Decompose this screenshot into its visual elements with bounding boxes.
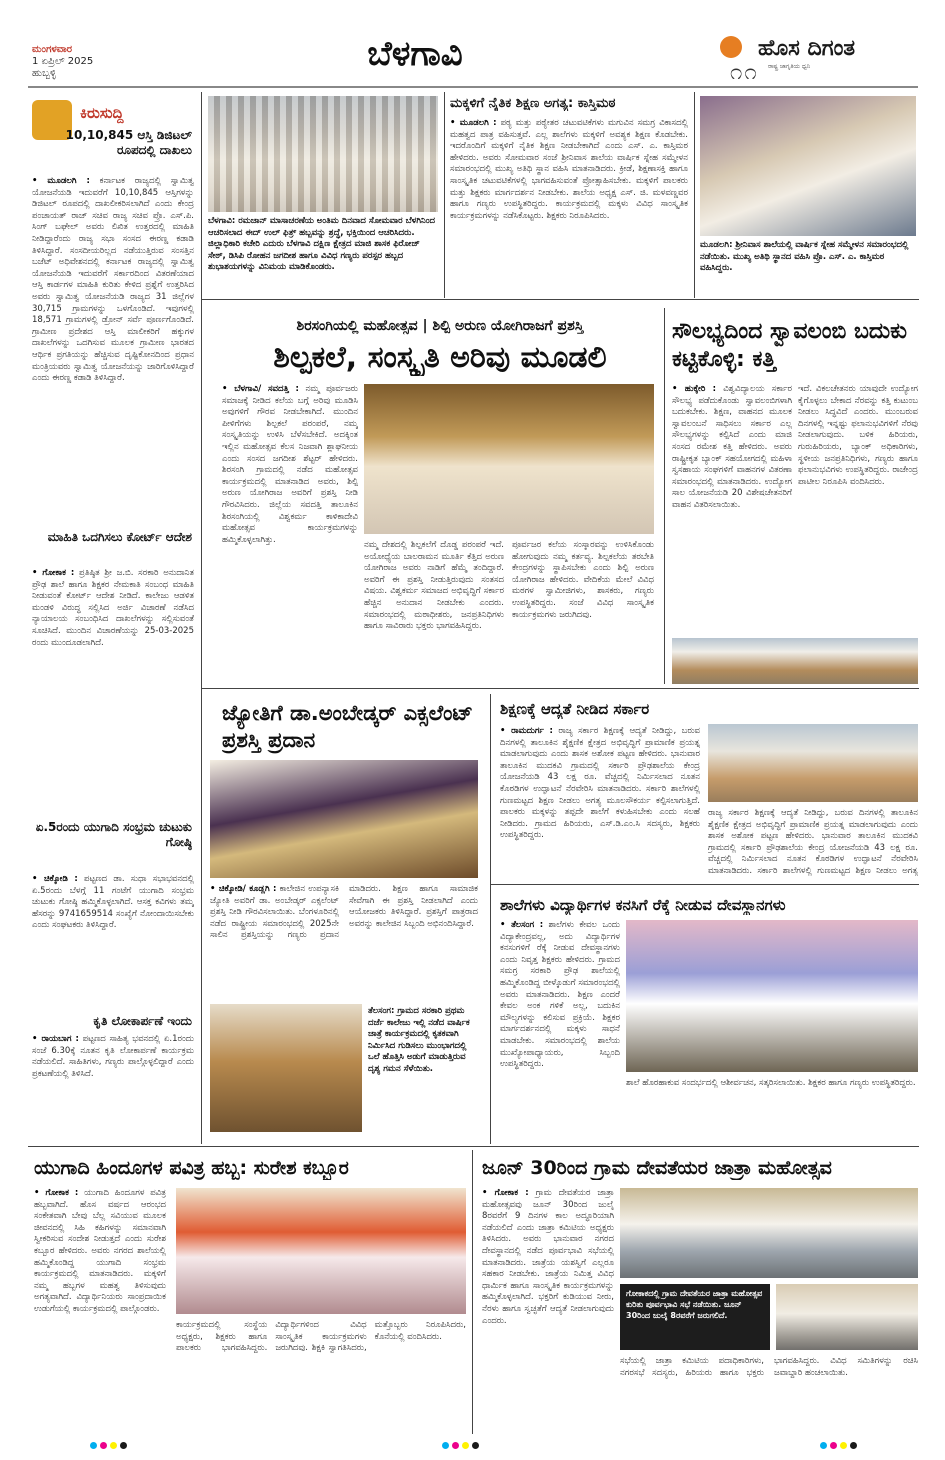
eid-photo-caption: ಬೆಳಗಾವಿ: ರಮಜಾನ್ ಮಾಸಾಚರಣೆಯ ಅಂತಿಮ ದಿನವಾದ ಸೋಮವಾರ ಬೆಳಗಿನಿಂದ ಆಚರಿಸಲಾದ ಈದ್ ಉಲ್ ಫಿತ್ರ್ ಹಬ್ಬವನ್ನು ಶ್ರದ್ಧೆ, ಭಕ್ತಿಯಿಂದ ಆಚರಿಸಿದರು. ಜಿಲ್ಲಾಧಿಕಾರಿ ಕಚೇರಿ ಎದುರು ಬೆಳಗಾವಿ ದಕ್ಷಿಣ ಕ್ಷೇತ್ರದ ಮಾಜಿ ಶಾಸಕ ಫಿರೋಜ್ ಸೇಠ್, ಡಿಸಿಪಿ ರೋಹನ ಜಗದೀಶ ಹಾಗೂ ವಿವಿಧ ಗಣ್ಯರು ಪರಸ್ಪರ ಹಬ್ಬದ ಶುಭಾಶಯಗಳನ್ನು ವಿನಿಮಯ ಮಾಡಿಕೊಂಡರು. [208,216,435,272]
column-rule [490,694,491,1144]
yellow-mark [840,1442,847,1449]
column-rule [444,92,445,298]
column-rule [201,92,202,1144]
brief-body-4: • ರಾಯಬಾಗ : ಪಟ್ಟಣದ ಸಾಹಿತ್ಯ ಭವನದಲ್ಲಿ ಏ.1ರಂದು ಸಂಜೆ 6.30ಕ್ಕೆ ನೂತನ ಕೃತಿ ಲೋಕಾರ್ಪಣೆ ಕಾರ್ಯಕ್ರಮ ನಡೆಯಲಿದೆ. ಸಾಹಿತಿಗಳು, ಗಣ್ಯರು ಪಾಲ್ಗೊಳ್ಳಲಿದ್ದಾರೆ ಎಂದು ಪ್ರಕಟಣೆಯಲ್ಲಿ ತಿಳಿಸಿದೆ. [32,1034,194,1079]
brief-headline-4: ಕೃತಿ ಲೋಕಾರ್ಪಣೆ ಇಂದು [93,1014,192,1028]
education-building-photo [708,724,918,802]
edition-date-text: 1 ಏಪ್ರಿಲ್ 2025 [32,56,94,67]
column-rule [472,1150,473,1434]
magenta-mark [830,1442,837,1449]
magenta-mark [100,1442,107,1449]
print-marks-left [90,1442,127,1449]
jatra-body-col1: • ಗೋಕಾಕ : ಗ್ರಾಮ ದೇವತೆಯರ ಜಾತ್ರಾ ಮಹೋತ್ಸವವು ಜೂನ್ 30ರಿಂದ ಜುಲೈ 8ರವರೆಗೆ 9 ದಿನಗಳ ಕಾಲ ಅದ್ಧೂರಿಯಾಗಿ ನಡೆಯಲಿದೆ ಎಂದು ಜಾತ್ರಾ ಕಮಿಟಿಯ ಅಧ್ಯಕ್ಷರು ತಿಳಿಸಿದರು. ಅವರು ಭಾನುವಾರ ನಗರದ ದೇವಸ್ಥಾನದಲ್ಲಿ ನಡೆದ ಪೂರ್ವಭಾವಿ ಸಭೆಯಲ್ಲಿ ಮಾತನಾಡಿದರು. ಜಾತ್ರೆಯ ಯಶಸ್ವಿಗೆ ಎಲ್ಲರೂ ಸಹಕಾರ ನೀಡಬೇಕು. ಜಾತ್ರೆಯ ನಿಮಿತ್ತ ವಿವಿಧ ಧಾರ್ಮಿಕ ಹಾಗೂ ಸಾಂಸ್ಕೃತಿಕ ಕಾರ್ಯಕ್ರಮಗಳನ್ನು ಹಮ್ಮಿಕೊಳ್ಳಲಾಗಿದೆ. ಭಕ್ತರಿಗೆ ಕುಡಿಯುವ ನೀರು, ನೆರಳು ಹಾಗೂ ಸ್ವಚ್ಛತೆಗೆ ಆದ್ಯತೆ ನೀಡಲಾಗುವುದು ಎಂದರು. [482,1188,614,1326]
jatra-body-col2: ಸಭೆಯಲ್ಲಿ ಜಾತ್ರಾ ಕಮಿಟಿಯ ಪದಾಧಿಕಾರಿಗಳು, ನಗರಸಭೆ ಸದಸ್ಯರು, ಹಿರಿಯರು ಹಾಗೂ ಭಕ್ತರು ಭಾಗವಹಿಸಿದ್ದರು. ವಿವಿಧ ಸಮಿತಿಗಳನ್ನು ರಚಿಸಿ ಜವಾಬ್ದಾರಿ ಹಂಚಲಾಯಿತು. [620,1356,918,1378]
yugadi-body-col1: • ಗೋಕಾಕ : ಯುಗಾದಿ ಹಿಂದೂಗಳ ಪವಿತ್ರ ಹಬ್ಬವಾಗಿದೆ. ಹೊಸ ವರ್ಷದ ಆರಂಭದ ಸಂಕೇತವಾಗಿ ಬೇವು ಬೆಲ್ಲ ಸವಿಯುವ ಮೂಲಕ ಜೀವನದಲ್ಲಿ ಸಿಹಿ ಕಹಿಗಳನ್ನು ಸಮಾನವಾಗಿ ಸ್ವೀಕರಿಸುವ ಸಂದೇಶ ನೀಡುತ್ತದೆ ಎಂದು ಸುರೇಶ ಕಬ್ಬೂರ ಹೇಳಿದರು. ಅವರು ನಗರದ ಶಾಲೆಯಲ್ಲಿ ಹಮ್ಮಿಕೊಂಡಿದ್ದ ಯುಗಾದಿ ಸಂಭ್ರಮ ಕಾರ್ಯಕ್ರಮದಲ್ಲಿ ಮಾತನಾಡಿದರು. ಮಕ್ಕಳಿಗೆ ನಮ್ಮ ಹಬ್ಬಗಳ ಮಹತ್ವ ತಿಳಿಸುವುದು ಅಗತ್ಯವಾಗಿದೆ. ವಿದ್ಯಾರ್ಥಿನಿಯರು ಸಾಂಪ್ರದಾಯಿಕ ಉಡುಗೆಯಲ್ಲಿ ಕಾರ್ಯಕ್ರಮದಲ್ಲಿ ಪಾಲ್ಗೊಂಡರು. [34,1188,166,1314]
shirasangi-stage-photo [364,384,654,534]
cyan-mark [820,1442,827,1449]
row-rule [201,299,919,300]
masthead-rule [28,86,918,88]
self-reliance-headline: ಸೌಲಭ್ಯದಿಂದ ಸ್ವಾವಲಂಬಿ ಬದುಕು ಕಟ್ಟಿಕೊಳ್ಳಿ: ಕತ್ತಿ [672,319,907,372]
brand-tagline: ರಾಷ್ಟ್ರ ಜಾಗೃತಿಯ ಧ್ವನಿ [768,63,811,70]
temples-headline: ಶಾಲೆಗಳು ವಿದ್ಯಾರ್ಥಿಗಳ ಕನಸಿಗೆ ರೆಕ್ಕೆ ನೀಡುವ ದೇವಸ್ಥಾನಗಳು [500,896,786,914]
self-reliance-body-col2: ಇದೆ. ವಿಕಲಚೇತನರು ಯಾವುದೇ ಉದ್ಯೋಗ ಕೈಗೊಳ್ಳಲು ಬೇಕಾದ ನೆರವನ್ನು ಕತ್ತಿ ಕುಟುಂಬ ನೀಡಲು ಸಿದ್ಧವಿದೆ ಎಂದರು. ಮುಂಬರುವ ದಿನಗಳಲ್ಲಿ ಇನ್ನಷ್ಟು ಫಲಾನುಭವಿಗಳಿಗೆ ನೆರವು ನೀಡಲಾಗುವುದು. ಬಳಿಕ ಹಿರಿಯರು, ಗುರುಹಿರಿಯರು, ಬ್ಯಾಂಕ್ ಅಧಿಕಾರಿಗಳು, ಸ್ಥಳೀಯ ಜನಪ್ರತಿನಿಧಿಗಳು, ಗಣ್ಯರು ಹಾಗೂ ಫಲಾನುಭವಿಗಳು ಉಪಸ್ಥಿತರಿದ್ದರು. ರಾಜೇಂದ್ರ ಪಾಟೀಲ ನಿರೂಪಿಸಿ ವಂದಿಸಿದರು. [798,384,918,487]
jatra-temple-photo [776,1284,918,1350]
page-number: ೧೧ [730,60,759,85]
black-mark [120,1442,127,1449]
cyan-mark [90,1442,97,1449]
yugadi-body-col2: ಕಾರ್ಯಕ್ರಮದಲ್ಲಿ ಸಂಸ್ಥೆಯ ಅಧ್ಯಕ್ಷರು, ಶಿಕ್ಷಕರು ಹಾಗೂ ಪಾಲಕರು ಭಾಗವಹಿಸಿದ್ದರು. ವಿದ್ಯಾರ್ಥಿಗಳಿಂದ ವಿವಿಧ ಸಾಂಸ್ಕೃತಿಕ ಕಾರ್ಯಕ್ರಮಗಳು ಜರುಗಿದವು. ಶಿಕ್ಷಕಿ ಸ್ವಾಗತಿಸಿದರು, ಮತ್ತೊಬ್ಬರು ನಿರೂಪಿಸಿದರು, ಕೊನೆಯಲ್ಲಿ ವಂದಿಸಿದರು. [176,1320,466,1354]
eid-prayer-photo [208,96,438,212]
self-reliance-body-col1: • ಹುಕ್ಕೇರಿ : ವಿಶ್ವವಿದ್ಯಾಲಯ ಸರ್ಕಾರ ಸೌಲಭ್ಯ ಪಡೆದುಕೊಂಡು ಸ್ವಾವಲಂಬಿಗಳಾಗಿ ಬದುಕಬೇಕು. ಶಿಕ್ಷಣ, ವಾಹನದ ಮೂಲಕ ಸ್ವಾವಲಂಬನೆ ಸಾಧಿಸಲು ಸರ್ಕಾರ ಎಲ್ಲ ಸೌಲಭ್ಯಗಳನ್ನು ಕಲ್ಪಿಸಿದೆ ಎಂದು ಮಾಜಿ ಸಂಸದ ರಮೇಶ ಕತ್ತಿ ಹೇಳಿದರು. ಅವರು ರಾಷ್ಟ್ರೀಕೃತ ಬ್ಯಾಂಕ್ ಸಹಯೋಗದಲ್ಲಿ ಮಹಿಳಾ ಸ್ವಸಹಾಯ ಸಂಘಗಳಿಗೆ ವಾಹನಗಳ ವಿತರಣಾ ಸಮಾರಂಭದಲ್ಲಿ ಮಾತನಾಡಿದರು. ಉದ್ಯೋಗ ಸಾಲ ಯೋಜನೆಯಡಿ 20 ವಿಶೇಷಚೇತನರಿಗೆ ವಾಹನ ವಿತರಿಸಲಾಯಿತು. [672,384,792,510]
kirusuddi-label: ಕಿರುಸುದ್ದಿ [80,104,124,122]
education-body-col1: • ರಾಮದುರ್ಗ : ರಾಜ್ಯ ಸರ್ಕಾರ ಶಿಕ್ಷಣಕ್ಕೆ ಆದ್ಯತೆ ನೀಡಿದ್ದು, ಬರುವ ದಿನಗಳಲ್ಲಿ ತಾಲೂಕಿನ ಶೈಕ್ಷಣಿಕ ಕ್ಷೇತ್ರದ ಅಭಿವೃದ್ಧಿಗೆ ಪ್ರಾಮಾಣಿಕ ಪ್ರಯತ್ನ ಮಾಡಲಾಗುವುದು ಎಂದು ಶಾಸಕ ಅಶೋಕ ಪಟ್ಟಣ ಹೇಳಿದರು. ಭಾನುವಾರ ತಾಲೂಕಿನ ಮುದಕವಿ ಗ್ರಾಮದಲ್ಲಿ ಸರ್ಕಾರಿ ಪ್ರೌಢಶಾಲೆಯ ಕೇಂದ್ರ ಯೋಜನೆಯಡಿ 43 ಲಕ್ಷ ರೂ. ವೆಚ್ಚದಲ್ಲಿ ನಿರ್ಮಿಸಲಾದ ನೂತನ ಕೊಠಡಿಗಳ ಉದ್ಘಾಟನೆ ನೆರವೇರಿಸಿ ಮಾತನಾಡಿದರು. ಸರ್ಕಾರಿ ಶಾಲೆಗಳಲ್ಲಿ ಗುಣಮಟ್ಟದ ಶಿಕ್ಷಣ ನೀಡಲು ಅಗತ್ಯ ಮೂಲಸೌಕರ್ಯ ಕಲ್ಪಿಸಲಾಗುತ್ತಿದೆ. ಪಾಲಕರು ಮಕ್ಕಳನ್ನು ತಪ್ಪದೇ ಶಾಲೆಗೆ ಕಳುಹಿಸಬೇಕು ಎಂದು ಸಲಹೆ ನೀಡಿದರು. ಗ್ರಾಮದ ಹಿರಿಯರು, ಎಸ್.ಡಿ.ಎಂ.ಸಿ ಸದಸ್ಯರು, ಶಿಕ್ಷಕರು ಉಪಸ್ಥಿತರಿದ್ದರು. [500,726,700,841]
edition-date [32,44,93,80]
shirasangi-kicker: ಶಿರಸಂಗಿಯಲ್ಲಿ ಮಹೋತ್ಸವ | ಶಿಲ್ಪಿ ಅರುಣ ಯೋಗಿರಾಜಗೆ ಪ್ರಶಸ್ತಿ [296,318,584,334]
brief-headline-1: 10,10,845 ಆಸ್ತಿ ಡಿಜಿಟಲ್ ರೂಪದಲ್ಲಿ ದಾಖಲು [65,128,192,157]
jatra-headline: ಜೂನ್ 30ರಿಂದ ಗ್ರಾಮ ದೇವತೆಯರ ಜಾತ್ರಾ ಮಹೋತ್ಸವ [482,1157,832,1179]
school-day-photo [700,96,916,236]
ambedkar-body: • ಚಿಕ್ಕೋಡಿ/ ಕೂಡ್ಲಗಿ : ಕಾಲೇಜಿನ ಉಪನ್ಯಾಸಕಿ ಜ್ಯೋತಿ ಅವರಿಗೆ ಡಾ. ಅಂಬೇಡ್ಕರ್ ಎಕ್ಸಲೆಂಟ್ ಪ್ರಶಸ್ತಿ ನೀಡಿ ಗೌರವಿಸಲಾಯಿತು. ಬೆಂಗಳೂರಿನಲ್ಲಿ ನಡೆದ ರಾಷ್ಟ್ರೀಯ ಸಮಾರಂಭದಲ್ಲಿ 2025ನೇ ಸಾಲಿನ ಪ್ರಶಸ್ತಿಯನ್ನು ಗಣ್ಯರು ಪ್ರದಾನ ಮಾಡಿದರು. ಶಿಕ್ಷಣ ಹಾಗೂ ಸಾಮಾಜಿಕ ಸೇವೆಗಾಗಿ ಈ ಪ್ರಶಸ್ತಿ ನೀಡಲಾಗಿದೆ ಎಂದು ಆಯೋಜಕರು ತಿಳಿಸಿದ್ದಾರೆ. ಪ್ರಶಸ್ತಿಗೆ ಪಾತ್ರರಾದ ಅವರನ್ನು ಕಾಲೇಜಿನ ಸಿಬ್ಬಂದಿ ಅಭಿನಂದಿಸಿದ್ದಾರೆ. [210,884,478,941]
temples-body: • ತೆಲಸಂಗ : ಶಾಲೆಗಳು ಕೇವಲ ಒಂದು ವಿದ್ಯಾಕೇಂದ್ರವಲ್ಲ, ಅದು ವಿದ್ಯಾರ್ಥಿಗಳ ಕನಸುಗಳಿಗೆ ರೆಕ್ಕೆ ನೀಡುವ ದೇವಸ್ಥಾನಗಳು ಎಂದು ನಿವೃತ್ತ ಶಿಕ್ಷಕರು ಹೇಳಿದರು. ಗ್ರಾಮದ ಸಮಗ್ರ ಸರಕಾರಿ ಪ್ರೌಢ ಶಾಲೆಯಲ್ಲಿ ಹಮ್ಮಿಕೊಂಡಿದ್ದ ಬೀಳ್ಕೊಡುಗೆ ಸಮಾರಂಭದಲ್ಲಿ ಅವರು ಮಾತನಾಡಿದರು. ಶಿಕ್ಷಣ ಎಂದರೆ ಕೇವಲ ಅಂಕ ಗಳಿಕೆ ಅಲ್ಲ, ಬದುಕಿನ ಮೌಲ್ಯಗಳನ್ನು ಕಲಿಸುವ ಪ್ರಕ್ರಿಯೆ. ಶಿಕ್ಷಕರ ಮಾರ್ಗದರ್ಶನದಲ್ಲಿ ಮಕ್ಕಳು ಸಾಧನೆ ಮಾಡಬೇಕು. ಸಮಾರಂಭದಲ್ಲಿ ಶಾಲೆಯ ಮುಖ್ಯೋಪಾಧ್ಯಾಯರು, ಸಿಬ್ಬಂದಿ ಉಪಸ್ಥಿತರಿದ್ದರು. [500,920,620,1070]
row-rule [491,884,919,885]
ethics-headline: ಮಕ್ಕಳಿಗೆ ನೈತಿಕ ಶಿಕ್ಷಣ ಅಗತ್ಯ: ಕಾಸ್ತಿಮಠ [450,96,616,111]
shirasangi-body-col1: • ಬೆಳಗಾವಿ/ ಸವದತ್ತಿ : ನಮ್ಮ ಪೂರ್ವಜರು ಸಮಾಜಕ್ಕೆ ನೀಡಿದ ಕಲೆಯ ಬಗ್ಗೆ ಅರಿವು ಮೂಡಿಸಿ ಅವುಗಳಿಗೆ ಗೌರವ ನೀಡಬೇಕಾಗಿದೆ. ಮುಂದಿನ ಪೀಳಿಗೆಗಳು ಶಿಲ್ಪಕಲೆ ಪರಂಪರೆ, ನಮ್ಮ ಸಂಸ್ಕೃತಿಯನ್ನು ಉಳಿಸಿ ಬೆಳೆಸಬೇಕಿದೆ. ಅದಕ್ಕಿಂತ ಇಲ್ಲಿನ ಮಹೋತ್ಸವ ಕೆಲಸ ನಿಜವಾಗಿ ಶ್ಲಾಘನೀಯ ಎಂದು ಸಂಸದ ಜಗದೀಶ ಶೆಟ್ಟರ್ ಹೇಳಿದರು. ಶಿರಸಂಗಿ ಗ್ರಾಮದಲ್ಲಿ ನಡೆದ ಮಹೋತ್ಸವ ಕಾರ್ಯಕ್ರಮದಲ್ಲಿ ಮಾತನಾಡಿದ ಅವರು, ಶಿಲ್ಪಿ ಅರುಣ ಯೋಗಿರಾಜ ಅವರಿಗೆ ಪ್ರಶಸ್ತಿ ನೀಡಿ ಗೌರವಿಸಿದರು. ಜಿಲ್ಲೆಯ ಸವದತ್ತಿ ತಾಲೂಕಿನ ಶಿರಸಂಗಿಯಲ್ಲಿ ವಿಶ್ವಕರ್ಮ ಕಾಳಿಕಾದೇವಿ ಮಹೋತ್ಸವ ಕಾರ್ಯಕ್ರಮಗಳನ್ನು ಹಮ್ಮಿಕೊಳ್ಳಲಾಗಿತ್ತು. [222,384,358,545]
jatra-photo-caption: ಗೋಕಾಕದಲ್ಲಿ ಗ್ರಾಮ ದೇವತೆಯರ ಜಾತ್ರಾ ಮಹೋತ್ಸವ ಕುರಿತು ಪೂರ್ವಭಾವಿ ಸಭೆ ನಡೆಯಿತು. ಜೂನ್ 30ರಿಂದ ಜುಲೈ 8ರವರೆಗೆ ಜರುಗಲಿದೆ. [620,1284,770,1350]
education-headline: ಶಿಕ್ಷಣಕ್ಕೆ ಆದ್ಯತೆ ನೀಡಿದ ಸರ್ಕಾರ [500,700,650,718]
column-rule [694,92,695,298]
cyan-mark [442,1442,449,1449]
shirasangi-body-col2: ನಮ್ಮ ದೇಶದಲ್ಲಿ ಶಿಲ್ಪಕಲೆಗೆ ದೊಡ್ಡ ಪರಂಪರೆ ಇದೆ. ಅಯೋಧ್ಯೆಯ ಬಾಲರಾಮನ ಮೂರ್ತಿ ಕೆತ್ತಿದ ಅರುಣ ಯೋಗಿರಾಜ ಅವರು ನಾಡಿಗೆ ಹೆಮ್ಮೆ ತಂದಿದ್ದಾರೆ. ಅವರಿಗೆ ಈ ಪ್ರಶಸ್ತಿ ನೀಡುತ್ತಿರುವುದು ಸಂತಸದ ವಿಷಯ. ವಿಶ್ವಕರ್ಮ ಸಮಾಜದ ಅಭಿವೃದ್ಧಿಗೆ ಸರ್ಕಾರ ಹೆಚ್ಚಿನ ಅನುದಾನ ನೀಡಬೇಕು ಎಂದರು. ಸಮಾರಂಭದಲ್ಲಿ ಮಠಾಧೀಶರು, ಜನಪ್ರತಿನಿಧಿಗಳು ಹಾಗೂ ಸಾವಿರಾರು ಭಕ್ತರು ಭಾಗವಹಿಸಿದ್ದರು. [364,540,504,632]
temples-photo-caption: ಶಾಲೆ ಹೊರಹಾಕುವ ಸಂದರ್ಭದಲ್ಲಿ ಆಶೀರ್ವಚನ, ಸತ್ಕರಿಸಲಾಯಿತು. ಶಿಕ್ಷಕರ ಹಾಗೂ ಗಣ್ಯರು ಉಪಸ್ಥಿತರಿದ್ದರು. [626,1078,916,1088]
edition-city: ಹುಬ್ಬಳ್ಳಿ [32,68,57,79]
magenta-mark [452,1442,459,1449]
print-marks-right [820,1442,857,1449]
yellow-mark [462,1442,469,1449]
yugadi-headline: ಯುಗಾದಿ ಹಿಂದೂಗಳ ಪವಿತ್ರ ಹಬ್ಬ: ಸುರೇಶ ಕಬ್ಬೂರ [34,1157,349,1179]
ambedkar-award-photo [210,760,478,878]
yugadi-celebration-photo [176,1188,466,1314]
jatra-meeting-photo [620,1188,918,1278]
shirasangi-headline: ಶಿಲ್ಪಕಲೆ, ಸಂಸ್ಕೃತಿ ಅರಿವು ಮೂಡಲಿ [273,340,607,375]
ambedkar-headline: ಜ್ಯೋತಿಗೆ ಡಾ.ಅಂಬೇಡ್ಕರ್ ಎಕ್ಸಲೆಂಟ್ ಪ್ರಶಸ್ತಿ ಪ್ರದಾನ [222,701,473,752]
school-day-caption: ಮೂಡಲಗಿ: ಶ್ರೀನಿವಾಸ ಶಾಲೆಯಲ್ಲಿ ವಾರ್ಷಿಕ ಸ್ನೇಹ ಸಮ್ಮೇಳನ ಸಮಾರಂಭದಲ್ಲಿ ನಡೆಯಿತು. ಮುಖ್ಯ ಅತಿಥಿ ಸ್ಥಾನದ ವಹಿಸಿ ಪ್ರೊ. ಎಸ್. ಎ. ಕಾಸ್ತಿಮಠ ವಹಿಸಿದ್ದರು. [700,240,909,273]
brand-name: ಹೊಸ ದಿಗಂತ [758,36,856,61]
row-rule [28,1146,919,1147]
school-felicitation-photo [626,920,918,1072]
education-body-col2: ರಾಜ್ಯ ಸರ್ಕಾರ ಶಿಕ್ಷಣಕ್ಕೆ ಆದ್ಯತೆ ನೀಡಿದ್ದು, ಬರುವ ದಿನಗಳಲ್ಲಿ ತಾಲೂಕಿನ ಶೈಕ್ಷಣಿಕ ಕ್ಷೇತ್ರದ ಅಭಿವೃದ್ಧಿಗೆ ಪ್ರಾಮಾಣಿಕ ಪ್ರಯತ್ನ ಮಾಡಲಾಗುವುದು ಎಂದು ಶಾಸಕ ಅಶೋಕ ಪಟ್ಟಣ ಹೇಳಿದರು. ಭಾನುವಾರ ತಾಲೂಕಿನ ಮುದಕವಿ ಗ್ರಾಮದಲ್ಲಿ ಸರ್ಕಾರಿ ಪ್ರೌಢಶಾಲೆಯ ಕೇಂದ್ರ ಯೋಜನೆಯಡಿ 43 ಲಕ್ಷ ರೂ. ವೆಚ್ಚದಲ್ಲಿ ನಿರ್ಮಿಸಲಾದ ನೂತನ ಕೊಠಡಿಗಳ ಉದ್ಘಾಟನೆ ನೆರವೇರಿಸಿ ಮಾತನಾಡಿದರು. ಸರ್ಕಾರಿ ಶಾಲೆಗಳಲ್ಲಿ ಗುಣಮಟ್ಟದ ಶಿಕ್ಷಣ ನೀಡಲು ಅಗತ್ಯ [708,808,918,876]
section-title: ಬೆಳಗಾವಿ [367,34,463,74]
brief-body-3: • ಚಿಕ್ಕೋಡಿ : ಪಟ್ಟಣದ ಡಾ. ಸುಧಾ ಸಭಾಭವನದಲ್ಲಿ ಏ.5ರಂದು ಬೆಳಗ್ಗೆ 11 ಗಂಟೆಗೆ ಯುಗಾದಿ ಸಂಭ್ರಮ ಚುಟುಕು ಗೋಷ್ಠಿ ಹಮ್ಮಿಕೊಳ್ಳಲಾಗಿದೆ. ಆಸಕ್ತ ಕವಿಗಳು ತಮ್ಮ ಹೆಸರನ್ನು 9741659514 ಸಂಖ್ಯೆಗೆ ನೋಂದಾಯಿಸಬೇಕು ಎಂದು ಸಂಘಟಕರು ತಿಳಿಸಿದ್ದಾರೆ. [32,874,194,931]
row-rule [201,688,919,689]
brief-body-2: • ಗೋಕಾಕ : ಪ್ರತಿಷ್ಠಿತ ಶ್ರೀ ಜ.ಬಿ. ಸರಕಾರಿ ಅನುದಾನಿತ ಪ್ರೌಢ ಶಾಲೆ ಹಾಗೂ ಶಿಕ್ಷಕರ ನೇಮಕಾತಿ ಸಂಬಂಧ ಮಾಹಿತಿ ನೀಡುವಂತೆ ಕೋರ್ಟ್ ಆದೇಶ ನೀಡಿದೆ. ಕಾಲೇಜು ಆಡಳಿತ ಮಂಡಳಿ ವಿರುದ್ಧ ಸಲ್ಲಿಸಿದ ಅರ್ಜಿ ವಿಚಾರಣೆ ನಡೆಸಿದ ನ್ಯಾಯಾಲಯ ಸಂಬಂಧಿಸಿದ ದಾಖಲೆಗಳನ್ನು ಸಲ್ಲಿಸುವಂತೆ ಸೂಚಿಸಿದೆ. ಮುಂದಿನ ವಿಚಾರಣೆಯನ್ನು 25-03-2025 ರಂದು ಮುಂದೂಡಲಾಗಿದೆ. [32,568,194,648]
ethics-body: • ಮೂಡಲಗಿ : ಪಠ್ಯ ಮತ್ತು ಪಠ್ಯೇತರ ಚಟುವಟಿಕೆಗಳು ಮಗುವಿನ ಸಮಗ್ರ ವಿಕಾಸದಲ್ಲಿ ಮಹತ್ವದ ಪಾತ್ರ ವಹಿಸುತ್ತವೆ. ಎಲ್ಲ ಶಾಲೆಗಳು ಮಕ್ಕಳಿಗೆ ಅವಶ್ಯಕ ಶಿಕ್ಷಣ ಕೊಡಬೇಕು. ಇದರೊಂದಿಗೆ ಮಕ್ಕಳಿಗೆ ನೈತಿಕ ಶಿಕ್ಷಣ ನೀಡಬೇಕಾಗಿದೆ ಎಂದು ಎಸ್. ಎ. ಕಾಸ್ತಿಮಠ ಹೇಳಿದರು. ಅವರು ಸೋಮವಾರ ಸಂಜೆ ಶ್ರೀನಿವಾಸ ಶಾಲೆಯ ವಾರ್ಷಿಕ ಸ್ನೇಹ ಸಮ್ಮೇಳನ ಸಮಾರಂಭದಲ್ಲಿ ಮುಖ್ಯ ಅತಿಥಿ ಸ್ಥಾನ ವಹಿಸಿ ಮಾತನಾಡಿದರು. ಕ್ರೀಡೆ, ಶಿಕ್ಷಣಾಸಕ್ತಿ ಹಾಗೂ ಸಾಂಸ್ಕೃತಿಕ ಚಟುವಟಿಕೆಗಳಲ್ಲಿ ಭಾಗವಹಿಸುವಂತೆ ಪ್ರೋತ್ಸಾಹಿಸಬೇಕು. ಮಕ್ಕಳಿಗೆ ಪಾಲಕರು ಮತ್ತು ಶಿಕ್ಷಕರು ಮಾರ್ಗದರ್ಶನ ನೀಡಬೇಕು. ಶಾಲೆಯ ಅಧ್ಯಕ್ಷ ಎಸ್. ಜಿ. ಮಳವಣ್ಣವರ ಹಾಗೂ ಗಣ್ಯರು ಉಪಸ್ಥಿತರಿದ್ದರು. ಕಾರ್ಯಕ್ರಮದಲ್ಲಿ ಮಕ್ಕಳು ವಿವಿಧ ಸಾಂಸ್ಕೃತಿಕ ಕಾರ್ಯಕ್ರಮಗಳನ್ನು ನಡೆಸಿಕೊಟ್ಟರು. ಶಿಕ್ಷಕರು ನಿರೂಪಿಸಿದರು. [450,118,688,221]
print-marks-center [442,1442,479,1449]
brief-headline-3: ಏ.5ರಂದು ಯುಗಾದಿ ಸಂಭ್ರಮ ಚುಟುಕು ಗೋಷ್ಠಿ [35,820,192,849]
brief-body-1: • ಮೂಡಲಗಿ : ಕರ್ನಾಟಕ ರಾಜ್ಯದಲ್ಲಿ ಸ್ವಾಮಿತ್ವ ಯೋಜನೆಯಡಿ ಇದುವರೆಗೆ 10,10,845 ಆಸ್ತಿಗಳನ್ನು ಡಿಜಿಟಲ್ ರೂಪದಲ್ಲಿ ದಾಖಲೀಕರಿಸಲಾಗಿದೆ ಎಂದು ಕೇಂದ್ರ ಪಂಚಾಯತ್ ರಾಜ್ ಸಚಿವ ರಾಜ್ಯ ಸಚಿವ ಪ್ರೊ. ಎಸ್.ಪಿ. ಸಿಂಗ್ ಬಘೇಲ್ ಅವರು ಲಿಖಿತ ಉತ್ತರದಲ್ಲಿ ಮಾಹಿತಿ ನೀಡಿದ್ದಾರೆಂದು ರಾಜ್ಯ ಸಭಾ ಸಂಸದ ಈರಣ್ಣ ಕಡಾಡಿ ತಿಳಿಸಿದ್ದಾರೆ. ಸಂಸದೀಯರಿಲ್ಲದ ನಡೆಯುತ್ತಿರುವ ಸಂಸತ್ತಿನ ಬಜೆಟ್ ಅಧಿವೇಶನದಲ್ಲಿ ಕರ್ನಾಟಕ ರಾಜ್ಯದಲ್ಲಿ ಸ್ವಾಮಿತ್ವ ಯೋಜನೆಯಡಿ ಇದುವರೆಗೆ ಸರ್ಕಾರದಿಂದ ವಿತರಣೆಯಾದ ಆಸ್ತಿ ಕಾರ್ಡಗಳ ಮಾಹಿತಿ ಕುರಿತು ಕೇಳಿದ ಪ್ರಶ್ನೆಗೆ ಉತ್ತರಿಸಿದ ಅವರು ಸ್ವಾಮಿತ್ವ ಯೋಜನೆಯಡಿ ರಾಜ್ಯದ 31 ಜಿಲ್ಲೆಗಳ 30,715 ಗ್ರಾಮಗಳನ್ನು ಒಳಗೊಂಡಿದೆ. ಇವುಗಳಲ್ಲಿ 18,571 ಗ್ರಾಮಗಳಲ್ಲಿ ಡ್ರೋನ್ ಸರ್ವೆ ಪೂರ್ಣಗೊಂಡಿದೆ. ಗ್ರಾಮೀಣ ಪ್ರದೇಶದ ಆಸ್ತಿ ಮಾಲೀಕರಿಗೆ ಹಕ್ಕುಗಳ ದಾಖಲೆಗಳನ್ನು ಒದಗಿಸುವ ಮೂಲಕ ಗ್ರಾಮೀಣ ಭಾರತದ ಆರ್ಥಿಕ ಪ್ರಗತಿಯನ್ನು ಹೆಚ್ಚಿಸುವ ದೃಷ್ಟಿಕೋನದಿಂದ ಪ್ರಧಾನ ಮಂತ್ರಿಯವರು ಸ್ವಾಮಿತ್ವ ಯೋಜನೆಯನ್ನು ಜಾರಿಗೊಳಿಸಿದ್ದಾರೆ ಎಂದು ಈರಣ್ಣ ಕಡಾಡಿ ತಿಳಿಸಿದ್ದಾರೆ. [32,176,194,384]
college-hut-caption: ತೆಲಸಂಗ: ಗ್ರಾಮದ ಸರಕಾರಿ ಪ್ರಥಮ ದರ್ಜೆ ಕಾಲೇಜು ಇಲ್ಲಿ ನಡೆದ ವಾರ್ಷಿಕ ಜಾತ್ರೆ ಕಾರ್ಯಕ್ರಮದಲ್ಲಿ ಕೃತಕವಾಗಿ ನಿರ್ಮಿಸಿದ ಗುಡಿಸಲು ಮುಂಭಾಗದಲ್ಲಿ ಒಲೆ ಹೊತ್ತಿಸಿ ಅಡುಗೆ ಮಾಡುತ್ತಿರುವ ದೃಶ್ಯ ಗಮನ ಸೆಳೆಯಿತು. [368,1006,470,1074]
yellow-mark [110,1442,117,1449]
black-mark [850,1442,857,1449]
brief-headline-2: ಮಾಹಿತಿ ಒದಗಿಸಲು ಕೋರ್ಟ್ ಆದೇಶ [47,530,192,544]
black-mark [472,1442,479,1449]
edition-day: ಮಂಗಳವಾರ [32,44,73,55]
column-rule [664,308,665,684]
shirasangi-body-col3: ಪೂರ್ವಜರ ಕಲೆಯ ಸಂಸ್ಕಾರವನ್ನು ಉಳಿಸಿಕೊಂಡು ಹೋಗುವುದು ನಮ್ಮ ಕರ್ತವ್ಯ. ಶಿಲ್ಪಕಲೆಯ ತರಬೇತಿ ಕೇಂದ್ರಗಳನ್ನು ಸ್ಥಾಪಿಸಬೇಕು ಎಂದು ಶಿಲ್ಪಿ ಅರುಣ ಯೋಗಿರಾಜ ಹೇಳಿದರು. ವೇದಿಕೆಯ ಮೇಲೆ ವಿವಿಧ ಮಠಗಳ ಸ್ವಾಮೀಜಿಗಳು, ಶಾಸಕರು, ಗಣ್ಯರು ಉಪಸ್ಥಿತರಿದ್ದರು. ಸಂಜೆ ವಿವಿಧ ಸಾಂಸ್ಕೃತಿಕ ಕಾರ್ಯಕ್ರಮಗಳು ಜರುಗಿದವು. [512,540,654,620]
self-reliance-photo [672,638,918,684]
college-hut-photo [210,1004,362,1132]
